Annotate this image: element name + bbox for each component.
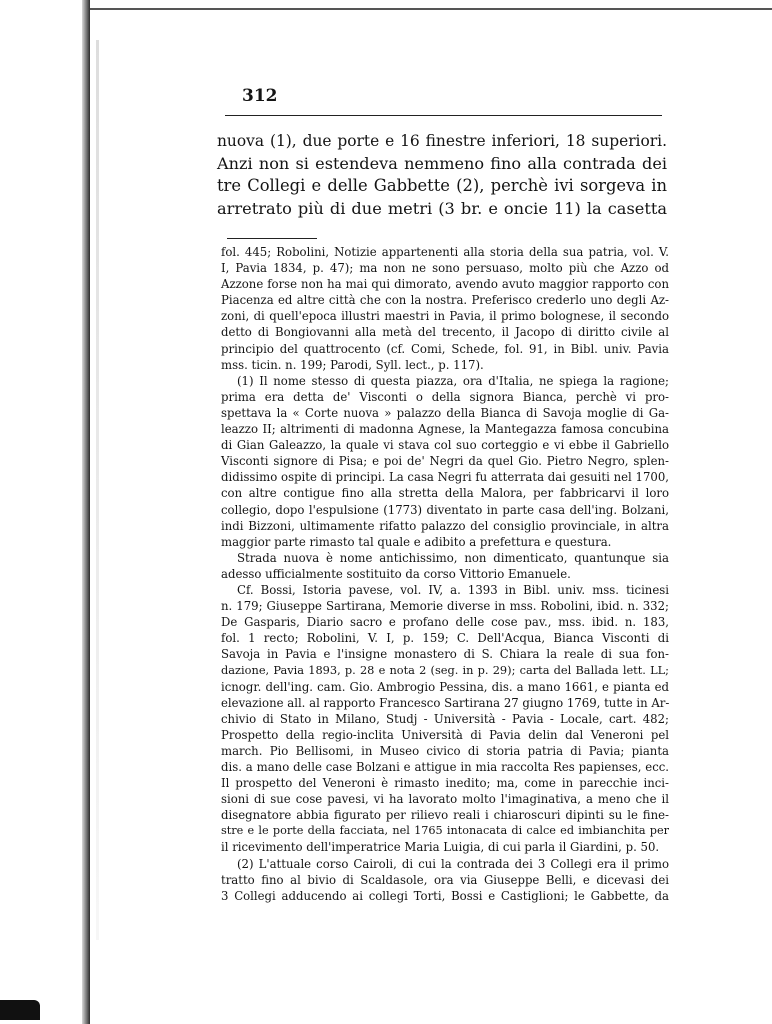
footnote-line: Visconti signore di Pisa; e poi de' Negri da quel Gio. Pietro Negro, splen- (221, 454, 669, 469)
footnote-line: Azzone forse non ha mai qui dimorato, avendo avuto maggior rapporto con (221, 277, 669, 292)
footnote-line: Piacenza ed altre città che con la nostra. Preferisco crederlo uno degli Az- (221, 293, 669, 308)
footnote-line: fol. 445; Robolini, Notizie appartenenti alla storia della sua patria, vol. V. (221, 245, 669, 259)
footnote-line: spettava la « Corte nuova » palazzo della Bianca di Savoja moglie di Ga- (221, 405, 669, 420)
footnote-line: fol. 1 recto; Robolini, V. I, p. 159; C. Dell'Acqua, Bianca Visconti di (221, 631, 669, 646)
footnote-line: zoni, di quell'epoca illustri maestri in Pavia, il primo bolognese, il secondo (221, 309, 669, 324)
footnote-line: icnogr. dell'ing. cam. Gio. Ambrogio Pessina, dis. a mano 1661, e pianta ed (221, 679, 669, 694)
footnote-line: Strada nuova è nome antichissimo, non dimenticato, quantunque sia (237, 550, 669, 565)
book-binding (82, 0, 90, 1024)
footnote-line: leazzo II; altrimenti di madonna Agnese, la Mantegazza famosa concubina (221, 422, 669, 437)
footnote-line: dis. a mano delle case Bolzani e attigue in mia raccolta Res papienses, ecc. (221, 760, 669, 774)
page-shadow (96, 40, 99, 940)
footnote-line: stre e le porte della facciata, nel 1765 intonacata di calce ed imbianchita per (221, 824, 669, 838)
footnote-line: Savoja in Pavia e l'insigne monastero di S. Chiara la reale di sua fon- (221, 647, 669, 662)
binding-mark (0, 1000, 40, 1020)
header-rule (225, 115, 662, 116)
footnote-line: indi Bizzoni, ultimamente rifatto palazzo del consiglio provinciale, in altra (221, 518, 669, 533)
footnote-line: con altre contigue fino alla stretta della Malora, per fabbricarvi il loro (221, 486, 669, 501)
footnotes (221, 244, 669, 904)
footnote-line: I, Pavia 1834, p. 47); ma non ne sono persuaso, molto più che Azzo od (221, 261, 669, 276)
footnote-line: sioni di sue cose pavesi, vi ha lavorato molto l'imaginativa, a meno che il (221, 792, 669, 807)
footnote-line: Cf. Bossi, Istoria pavese, vol. IV, a. 1393 in Bibl. univ. mss. ticinesi (237, 582, 669, 597)
footnote-line: adesso ufficialmente sostituito da corso Vittorio Emanuele. (221, 566, 571, 581)
footnote-line: 3 Collegi adducendo ai collegi Torti, Bossi e Castiglioni; le Gabbette, da (221, 888, 669, 903)
main-text-line: nuova (1), due porte e 16 finestre inferiori, 18 superiori. (217, 132, 667, 150)
footnote-line: maggior parte rimasto tal quale e adibito a prefettura e questura. (221, 534, 612, 549)
footnote-line: Il prospetto del Veneroni è rimasto inedito; ma, come in parecchie inci- (221, 776, 669, 791)
footnote-line: march. Pio Bellisomi, in Museo civico di storia patria di Pavia; pianta (221, 743, 669, 758)
footnote-line: tratto fino al bivio di Scaldasole, ora via Giuseppe Belli, e dicevasi dei (221, 872, 669, 887)
footnote-line: di Gian Galeazzo, la quale vi stava col suo corteggio e vi ebbe il Gabriello (221, 438, 669, 453)
footnote-separator (227, 238, 317, 239)
footnote-line: detto di Bongiovanni alla metà del trecento, il Jacopo di diritto civile al (221, 325, 669, 340)
main-text-line: arretrato più di due metri (3 br. e oncie 11) la casetta (217, 198, 667, 218)
footnote-line: (2) L'attuale corso Cairoli, di cui la contrada dei 3 Collegi era il primo (237, 856, 669, 871)
footnote-line: elevazione all. al rapporto Francesco Sartirana 27 giugno 1769, tutte in Ar- (221, 695, 670, 710)
footnote-line: principio del quattrocento (cf. Comi, Schede, fol. 91, in Bibl. univ. Pavia (221, 341, 669, 356)
footnote-line: (1) Il nome stesso di questa piazza, ora d'Italia, ne spiega la ragione; (237, 373, 669, 388)
footnote-line: Prospetto della regio-inclita Università di Pavia delin dal Veneroni pel (221, 727, 669, 742)
footnote-line: prima era detta de' Visconti o della signora Bianca, perchè vi pro- (221, 389, 669, 404)
main-text (217, 130, 667, 220)
page-number: 312 (242, 86, 278, 106)
main-text-line: Anzi non si estendeva nemmeno fino alla contrada dei (217, 153, 667, 173)
page-top-edge (90, 0, 772, 10)
footnote-line: dazione, Pavia 1893, p. 28 e nota 2 (seg. in p. 29); carta del Ballada lett. LL; (221, 663, 669, 678)
footnote-line: De Gasparis, Diario sacro e profano delle cose pav., mss. ibid. n. 183, (221, 615, 669, 630)
footnote-line: n. 179; Giuseppe Sartirana, Memorie diverse in mss. Robolini, ibid. n. 332; (221, 599, 669, 614)
footnote-line: didissimo ospite di principi. La casa Negri fu atterrata dai gesuiti nel 1700, (221, 470, 669, 485)
footnote-line: collegio, dopo l'espulsione (1773) diventato in parte casa dell'ing. Bolzani, (221, 502, 669, 517)
footnote-line: chivio di Stato in Milano, Studj - Università - Pavia - Locale, cart. 482; (221, 711, 669, 726)
footnote-line: il ricevimento dell'imperatrice Maria Luigia, di cui parla il Giardini, p. 50. (221, 840, 660, 855)
footnote-line: mss. ticin. n. 199; Parodi, Syll. lect., p. 117). (221, 357, 484, 372)
main-text-line: tre Collegi e delle Gabbette (2), perchè ivi sorgeva in (217, 176, 667, 195)
footnote-line: disegnatore abbia figurato per rilievo reali i chiaroscuri dipinti su le fine- (221, 808, 669, 823)
